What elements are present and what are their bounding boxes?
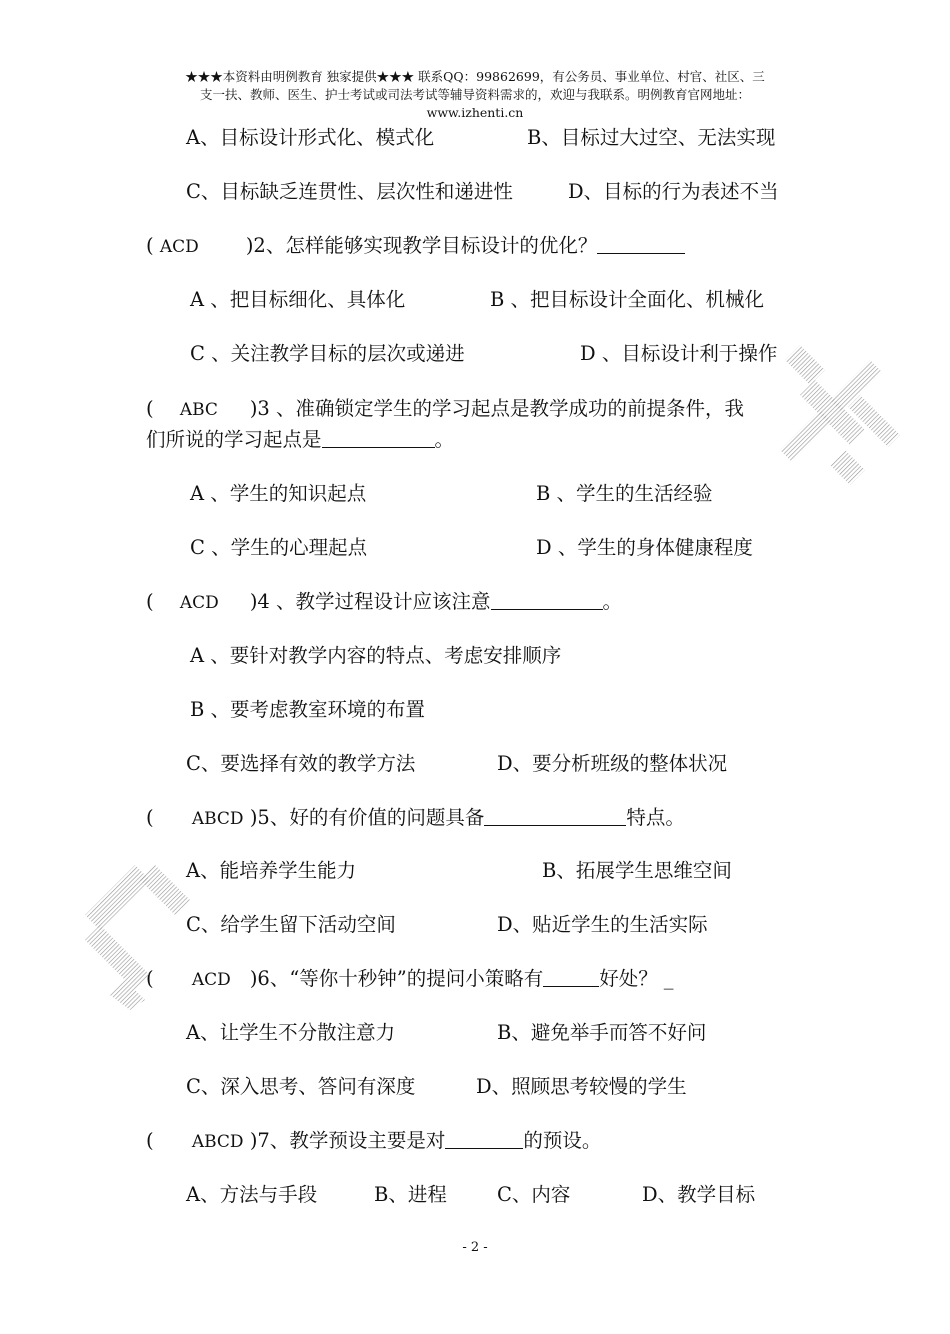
q5-option-a: A、能培养学生能力 xyxy=(186,859,357,882)
watermark-graphic-left xyxy=(80,860,200,1010)
question-6 xyxy=(146,966,674,993)
q1-option-b: B、目标过大过空、无法实现 xyxy=(527,126,776,149)
q5-paren-open: ( xyxy=(146,806,154,829)
q6-option-d: D、照顾思考较慢的学生 xyxy=(476,1075,687,1098)
q2-option-c: C 、关注教学目标的层次或递进 xyxy=(190,342,465,365)
q1-option-a: A、目标设计形式化、模式化 xyxy=(186,126,435,149)
q3-paren-open: ( xyxy=(146,397,154,420)
q3-text-2: 们所说的学习起点是 xyxy=(146,428,322,451)
question-2 xyxy=(146,233,685,260)
question-4 xyxy=(146,589,622,616)
q5-answer: ABCD xyxy=(191,809,244,829)
q1-option-c: C、目标缺乏连贯性、层次性和递进性 xyxy=(186,180,513,203)
q7-text-end: 的预设。 xyxy=(523,1129,602,1152)
q3-blank xyxy=(322,427,435,448)
document-header xyxy=(135,68,815,122)
q4-answer: ACD xyxy=(179,593,219,613)
q4-text: )4 、教学过程设计应该注意 xyxy=(249,590,491,613)
q4-text-end: 。 xyxy=(602,590,623,613)
q1-option-d: D、目标的行为表述不当 xyxy=(568,180,779,203)
q6-paren-open: ( xyxy=(146,967,154,990)
q5-text-end: 特点。 xyxy=(626,806,685,829)
q6-text-tail: _ xyxy=(663,967,674,990)
q3-answer: ABC xyxy=(179,400,218,420)
q4-option-b: B 、要考虑教室环境的布置 xyxy=(190,698,426,721)
q4-option-c: C、要选择有效的教学方法 xyxy=(186,752,416,775)
header-line-2: 支一扶、教师、医生、护士考试或司法考试等辅导资料需求的，欢迎与我联系。明例教育官网地址： xyxy=(199,87,750,102)
q4-option-a: A 、要针对教学内容的特点、考虑安排顺序 xyxy=(190,644,562,667)
q7-option-d: D、教学目标 xyxy=(642,1183,756,1206)
page-number: - 2 - xyxy=(462,1240,488,1255)
q7-option-b: B、进程 xyxy=(374,1183,447,1206)
q7-option-c: C、内容 xyxy=(497,1183,571,1206)
q2-blank xyxy=(597,233,685,254)
header-line-1: ★★★本资料由明例教育 独家提供★★★ 联系QQ：99862699，有公务员、事业单位、村官、社区、三 xyxy=(185,69,765,84)
q6-answer: ACD xyxy=(191,970,231,990)
q4-blank xyxy=(491,589,603,610)
q2-option-a: A 、把目标细化、具体化 xyxy=(190,288,406,311)
q6-option-c: C、深入思考、答问有深度 xyxy=(186,1075,416,1098)
q7-blank xyxy=(445,1128,523,1149)
q5-blank xyxy=(484,805,626,826)
q2-option-d: D 、目标设计利于操作 xyxy=(580,342,778,365)
q7-option-a: A、方法与手段 xyxy=(186,1183,318,1206)
q5-option-c: C、给学生留下活动空间 xyxy=(186,913,396,936)
q6-option-a: A、让学生不分散注意力 xyxy=(186,1021,396,1044)
q5-option-b: B、拓展学生思维空间 xyxy=(542,859,732,882)
q3-option-a: A 、学生的知识起点 xyxy=(190,482,367,505)
q2-answer: ACD xyxy=(159,237,199,257)
question-5 xyxy=(146,805,685,832)
q6-text-end: 好处？ xyxy=(599,967,658,990)
q4-paren-open: ( xyxy=(146,590,154,613)
q5-option-d: D、贴近学生的生活实际 xyxy=(497,913,708,936)
q2-paren-open: ( xyxy=(146,234,154,257)
q7-answer: ABCD xyxy=(191,1132,244,1152)
q2-option-b: B 、把目标设计全面化、机械化 xyxy=(490,288,765,311)
q7-text: )7、教学预设主要是对 xyxy=(249,1129,446,1152)
q6-text: )6、“等你十秒钟”的提问小策略有 xyxy=(249,967,544,990)
q6-option-b: B、避免举手而答不好问 xyxy=(497,1021,707,1044)
question-3-line-2 xyxy=(146,427,454,453)
q4-option-d: D、要分析班级的整体状况 xyxy=(497,752,728,775)
watermark-graphic-right xyxy=(770,340,910,490)
question-7 xyxy=(146,1128,601,1155)
header-line-3: www.izhenti.cn xyxy=(426,105,524,120)
q3-text: )3 、准确锁定学生的学习起点是教学成功的前提条件，我 xyxy=(249,397,745,420)
q6-blank xyxy=(543,966,599,987)
q5-text: )5、好的有价值的问题具备 xyxy=(249,806,485,829)
q3-option-d: D 、学生的身体健康程度 xyxy=(536,536,753,559)
q3-text-2-end: 。 xyxy=(434,428,455,451)
q7-paren-open: ( xyxy=(146,1129,154,1152)
q2-text: )2、怎样能够实现教学目标设计的优化？ xyxy=(245,234,598,257)
q3-option-b: B 、学生的生活经验 xyxy=(536,482,713,505)
q3-option-c: C 、学生的心理起点 xyxy=(190,536,368,559)
question-3 xyxy=(146,396,744,423)
